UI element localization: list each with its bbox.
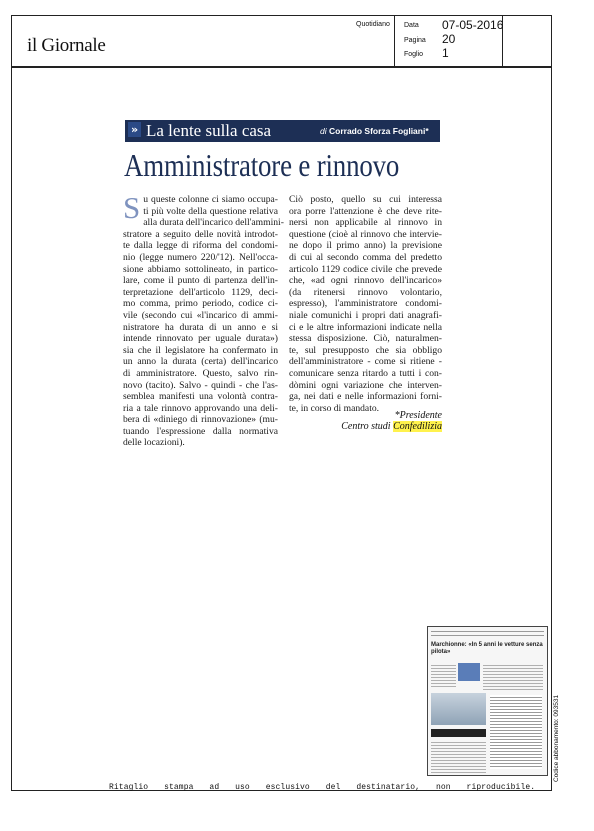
- page-label: Pagina: [404, 37, 426, 44]
- double-chevron-icon: »: [128, 122, 141, 137]
- article-line: alla durata dell'incarico dell'ammini-: [143, 217, 284, 229]
- article-line: comunicare senza ritardo a tutti i con-: [289, 367, 442, 379]
- article-line: nistratore ha durata di un anno e si: [123, 321, 278, 333]
- signoff-organization: Centro studi Confedilizia: [341, 421, 442, 432]
- footer-notice: Ritaglio stampa ad uso esclusivo del destinatario, non riproducibile.: [109, 783, 536, 792]
- article-line: semblea manifesti una volontà contra-: [123, 391, 278, 403]
- article-line: stessa disposizione. Ciò, naturalmen-: [289, 333, 442, 345]
- article-line: mo comma, primo periodo, codice ci-: [123, 298, 278, 310]
- article-line: che, «ad ogni rinnovo dell'incarico»: [289, 275, 442, 287]
- date-value: 07-05-2016: [442, 18, 504, 32]
- article-line: questione (cioè al rinnovo che intervie-: [289, 228, 442, 240]
- article-line: articolo 1129 codice civile che prevede: [289, 263, 442, 275]
- article-line: tuando l'espressione dalla normativa: [123, 425, 278, 437]
- article-line: te, sul presupposto che sia obbligo: [289, 344, 442, 356]
- article-line: un anno la durata (certa) dell'incarico: [123, 356, 278, 368]
- article-column-2: [289, 194, 442, 414]
- article-line: vile (secondo cui «l'incarico di ammi-: [123, 309, 278, 321]
- article-line: delle locazioni).: [123, 437, 185, 449]
- article-line: sia che il legislatore ha confermato in: [123, 344, 278, 356]
- thumbnail-headline: Marchionne: «In 5 anni le vetture senza pilota»: [431, 642, 543, 655]
- article-line: terpretazione dell'articolo 1129, deci-: [123, 286, 278, 298]
- article-line: nersi non applicabile al rinnovo in: [289, 217, 442, 229]
- thumbnail-image: [458, 663, 480, 681]
- drop-cap: S: [123, 190, 141, 225]
- article-line: novo (tacito). Salvo - quindi - che l'as-: [123, 379, 278, 391]
- page-thumbnail: [427, 626, 548, 776]
- highlighted-term: Confedilizia: [393, 421, 442, 432]
- column-title: La lente sulla casa: [146, 121, 272, 140]
- masthead: il Giornale: [27, 35, 106, 56]
- article-line: dell'amministratore - come si ritiene -: [289, 356, 442, 368]
- article-line: lare, come il punto di partenza dell'in-: [123, 275, 278, 287]
- article-column-1: [123, 190, 284, 449]
- thumbnail-photo: [431, 693, 486, 725]
- article-byline: di Corrado Sforza Fogliani*: [320, 126, 429, 136]
- article-line: sione abbiamo sottolineato, in partico-: [123, 263, 278, 275]
- sheet-label: Foglio: [404, 51, 424, 58]
- article-line: u queste colonne ci siamo occupa-: [143, 194, 278, 205]
- article-line: dòmini ogni variazione che interven-: [289, 379, 442, 391]
- thumbnail-table: [490, 695, 542, 769]
- article-line: (da ritenersi rinnovo volontario,: [289, 286, 442, 298]
- article-line: niale comunichi i propri dati anagrafi-: [289, 309, 442, 321]
- article-line: ne dopo il primo anno) la previsione: [289, 240, 442, 252]
- sheet-value: 1: [442, 46, 449, 60]
- article-line: nio (legge numero 220/'12). Nell'occa-: [123, 251, 278, 263]
- article-line: intende rinnovato per uguale durata»): [123, 333, 278, 345]
- signoff-title: *Presidente: [394, 410, 442, 421]
- article-line: te, in corso di mandato.: [289, 402, 380, 414]
- article-line: ria a tale rinnovo approvando una deli-: [123, 402, 278, 414]
- article-line: ci e le altre informazioni indicate nella: [289, 321, 442, 333]
- article-headline: Amministratore e rinnovo: [124, 147, 400, 183]
- article-line: bera di «diniego di rinnovazione» (mu-: [123, 414, 278, 426]
- article-line: te dalla legge di riforma del condomi-: [123, 240, 278, 252]
- article-line: espresso), l'amministratore condomi-: [289, 298, 442, 310]
- article-line: di amministratore. Questo, salvo rin-: [123, 367, 278, 379]
- page-value: 20: [442, 32, 456, 46]
- article-line: ora porre l'attenzione è che deve rite-: [289, 205, 442, 217]
- article-line: di cui al secondo comma del predetto: [289, 251, 442, 263]
- article-line: ga, nei dati e nelle informazioni forni-: [289, 391, 442, 403]
- article-line: stratore a seguito delle novità introdot-: [123, 228, 278, 240]
- subscription-code: Codice abbonamento: 093531: [553, 694, 560, 782]
- article-line: ti più volte della questione relativa: [143, 205, 278, 217]
- date-label: Data: [404, 22, 419, 29]
- header-divider: [394, 15, 395, 67]
- frequency-label: Quotidiano: [356, 21, 390, 28]
- article-line: Ciò posto, quello su cui interessa: [289, 194, 442, 205]
